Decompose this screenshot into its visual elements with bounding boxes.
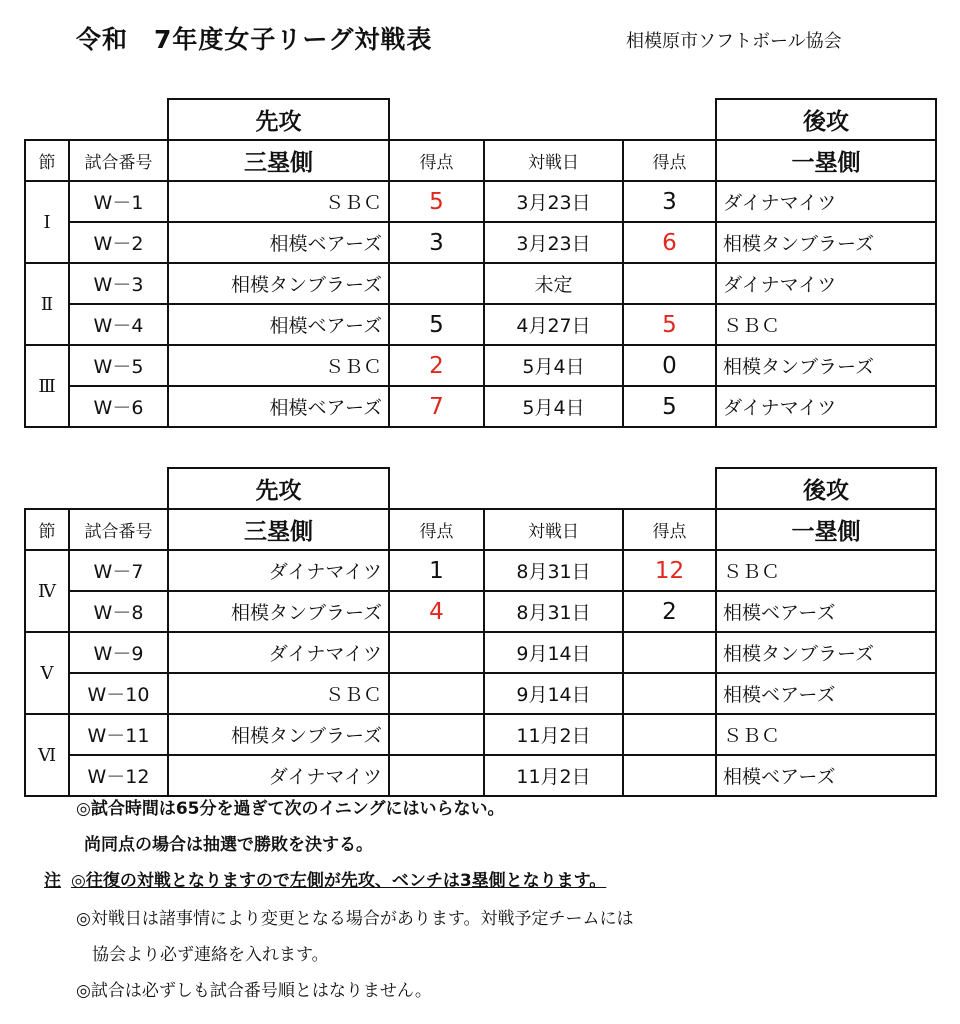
game-date: 3月23日 bbox=[484, 181, 623, 222]
game-number: W－8 bbox=[69, 591, 168, 632]
schedule-table-1 bbox=[24, 98, 937, 428]
table-row bbox=[25, 263, 936, 304]
note-game-time: ◎試合時間は65分を過ぎて次のイニングにはいらない。 bbox=[76, 799, 505, 819]
team-third-base: ＳＢＣ bbox=[168, 673, 389, 714]
note-home-away bbox=[44, 866, 606, 891]
table-row bbox=[25, 304, 936, 345]
score-first-base bbox=[623, 673, 716, 714]
table-row bbox=[25, 222, 936, 263]
third-base-side-header: 三塁側 bbox=[168, 140, 389, 181]
game-date: 8月31日 bbox=[484, 591, 623, 632]
table-row bbox=[25, 673, 936, 714]
date-header: 対戦日 bbox=[484, 509, 623, 550]
game-number: W－5 bbox=[69, 345, 168, 386]
round-label: Ⅱ bbox=[25, 263, 69, 345]
game-number: W－3 bbox=[69, 263, 168, 304]
table-row bbox=[25, 591, 936, 632]
team-third-base: 相模タンブラーズ bbox=[168, 263, 389, 304]
score-first-base: 0 bbox=[623, 345, 716, 386]
note-tiebreak: 尚同点の場合は抽選で勝敗を決する。 bbox=[84, 835, 373, 855]
score-first-base: 6 bbox=[623, 222, 716, 263]
score-third-base: 7 bbox=[389, 386, 484, 427]
game-number: W－4 bbox=[69, 304, 168, 345]
note-date-change: ◎対戦日は諸事情により変更となる場合があります。対戦予定チームには bbox=[76, 909, 634, 929]
score-header: 得点 bbox=[389, 509, 484, 550]
table-row bbox=[25, 386, 936, 427]
team-third-base: ＳＢＣ bbox=[168, 345, 389, 386]
organization-name: 相模原市ソフトボール協会 bbox=[626, 31, 842, 52]
score-third-base: 1 bbox=[389, 550, 484, 591]
round-label: Ⅵ bbox=[25, 714, 69, 796]
team-first-base: 相模タンブラーズ bbox=[716, 222, 936, 263]
attack-second-header: 後攻 bbox=[716, 468, 936, 509]
score-header: 得点 bbox=[389, 140, 484, 181]
team-third-base: ダイナマイツ bbox=[168, 632, 389, 673]
table-row bbox=[25, 632, 936, 673]
game-date: 9月14日 bbox=[484, 632, 623, 673]
score-third-base: 4 bbox=[389, 591, 484, 632]
game-number: W－7 bbox=[69, 550, 168, 591]
game-number: W－1 bbox=[69, 181, 168, 222]
score-first-base: 12 bbox=[623, 550, 716, 591]
score-first-base: 5 bbox=[623, 386, 716, 427]
round-label: Ⅰ bbox=[25, 181, 69, 263]
note-order: ◎試合は必ずしも試合番号順とはなりません。 bbox=[76, 981, 432, 1001]
first-base-side-header: 一塁側 bbox=[716, 140, 936, 181]
round-header: 節 bbox=[25, 140, 69, 181]
table-row bbox=[25, 181, 936, 222]
score-first-base bbox=[623, 714, 716, 755]
game-date: 9月14日 bbox=[484, 673, 623, 714]
team-third-base: ＳＢＣ bbox=[168, 181, 389, 222]
score-first-base bbox=[623, 263, 716, 304]
score-header: 得点 bbox=[623, 509, 716, 550]
round-label: Ⅳ bbox=[25, 550, 69, 632]
attack-second-header: 後攻 bbox=[716, 99, 936, 140]
score-first-base: 3 bbox=[623, 181, 716, 222]
team-first-base: 相模ベアーズ bbox=[716, 755, 936, 796]
team-first-base: 相模ベアーズ bbox=[716, 673, 936, 714]
game-no-header: 試合番号 bbox=[69, 509, 168, 550]
score-first-base: 5 bbox=[623, 304, 716, 345]
score-third-base bbox=[389, 755, 484, 796]
schedule-table-2 bbox=[24, 467, 937, 797]
game-date: 未定 bbox=[484, 263, 623, 304]
game-no-header: 試合番号 bbox=[69, 140, 168, 181]
page-title: 令和 7年度女子リーグ対戦表 bbox=[76, 25, 433, 54]
score-third-base bbox=[389, 263, 484, 304]
team-first-base: ダイナマイツ bbox=[716, 386, 936, 427]
team-first-base: ＳＢＣ bbox=[716, 714, 936, 755]
team-first-base: ダイナマイツ bbox=[716, 263, 936, 304]
game-date: 4月27日 bbox=[484, 304, 623, 345]
team-first-base: 相模ベアーズ bbox=[716, 591, 936, 632]
game-date: 3月23日 bbox=[484, 222, 623, 263]
note-contact: 協会より必ず連絡を入れます。 bbox=[92, 945, 329, 965]
attack-first-header: 先攻 bbox=[168, 99, 389, 140]
round-label: Ⅲ bbox=[25, 345, 69, 427]
score-third-base bbox=[389, 632, 484, 673]
game-number: W－9 bbox=[69, 632, 168, 673]
note-prefix: 注 bbox=[44, 871, 61, 891]
score-first-base bbox=[623, 632, 716, 673]
team-third-base: 相模タンブラーズ bbox=[168, 714, 389, 755]
score-third-base: 2 bbox=[389, 345, 484, 386]
game-number: W－11 bbox=[69, 714, 168, 755]
game-date: 11月2日 bbox=[484, 755, 623, 796]
score-header: 得点 bbox=[623, 140, 716, 181]
team-third-base: ダイナマイツ bbox=[168, 550, 389, 591]
team-first-base: ＳＢＣ bbox=[716, 550, 936, 591]
third-base-side-header: 三塁側 bbox=[168, 509, 389, 550]
game-number: W－12 bbox=[69, 755, 168, 796]
score-third-base: 5 bbox=[389, 181, 484, 222]
score-first-base: 2 bbox=[623, 591, 716, 632]
first-base-side-header: 一塁側 bbox=[716, 509, 936, 550]
score-first-base bbox=[623, 755, 716, 796]
table-row bbox=[25, 345, 936, 386]
score-third-base bbox=[389, 673, 484, 714]
table-row bbox=[25, 714, 936, 755]
game-date: 5月4日 bbox=[484, 345, 623, 386]
table-row bbox=[25, 755, 936, 796]
score-third-base: 5 bbox=[389, 304, 484, 345]
game-date: 5月4日 bbox=[484, 386, 623, 427]
team-third-base: 相模ベアーズ bbox=[168, 386, 389, 427]
team-first-base: ＳＢＣ bbox=[716, 304, 936, 345]
game-number: W－2 bbox=[69, 222, 168, 263]
game-number: W－10 bbox=[69, 673, 168, 714]
score-third-base: 3 bbox=[389, 222, 484, 263]
team-first-base: 相模タンブラーズ bbox=[716, 632, 936, 673]
note-home-away-text: ◎往復の対戦となりますので左側が先攻、ベンチは3塁側となります。 bbox=[71, 871, 607, 891]
team-third-base: 相模ベアーズ bbox=[168, 222, 389, 263]
team-first-base: ダイナマイツ bbox=[716, 181, 936, 222]
team-third-base: 相模タンブラーズ bbox=[168, 591, 389, 632]
table-row bbox=[25, 550, 936, 591]
team-third-base: ダイナマイツ bbox=[168, 755, 389, 796]
date-header: 対戦日 bbox=[484, 140, 623, 181]
game-date: 11月2日 bbox=[484, 714, 623, 755]
round-label: Ⅴ bbox=[25, 632, 69, 714]
game-number: W－6 bbox=[69, 386, 168, 427]
team-third-base: 相模ベアーズ bbox=[168, 304, 389, 345]
score-third-base bbox=[389, 714, 484, 755]
attack-first-header: 先攻 bbox=[168, 468, 389, 509]
game-date: 8月31日 bbox=[484, 550, 623, 591]
team-first-base: 相模タンブラーズ bbox=[716, 345, 936, 386]
round-header: 節 bbox=[25, 509, 69, 550]
